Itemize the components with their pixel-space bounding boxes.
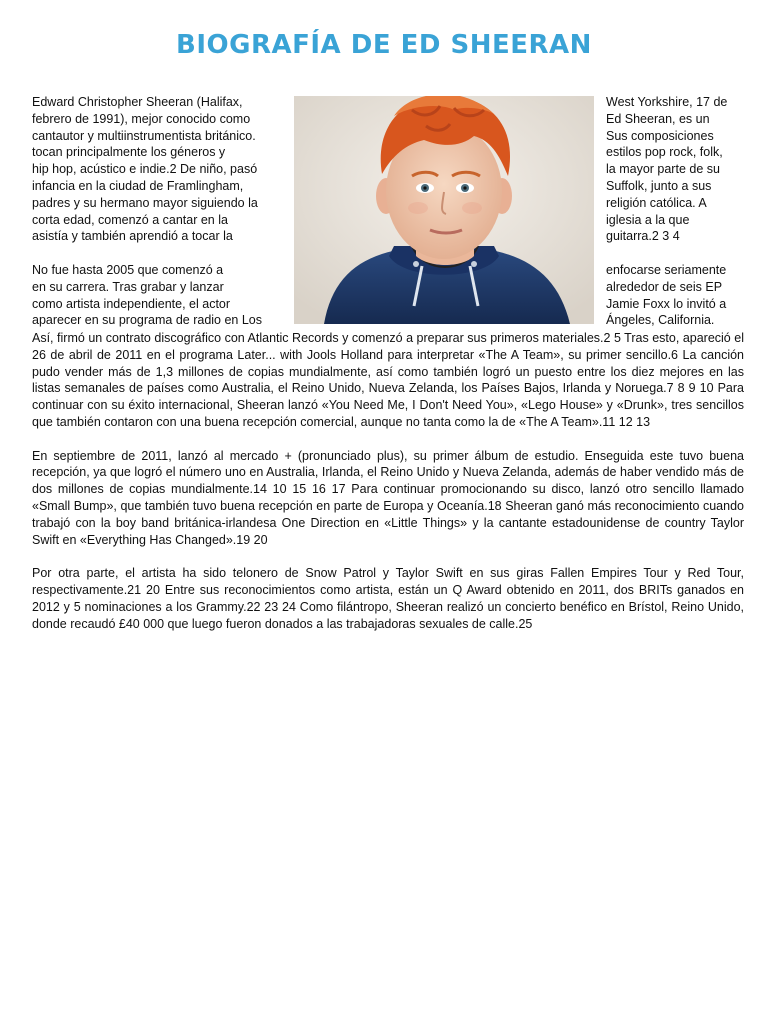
paragraph-career-start: Así, firmó un contrato discográfico con Atlantic Records y comenzó a preparar sus primeros materiales.2 5 Tras esto, apareció el 26 de abril de 2011 en el programa Later... with Jools Holland para interpretar «The A Team», su primer sencillo.6 La canción pudo vender más de 1,3 millones de copias mundialmente, así como también logró un puesto entre los diez mejores en las listas semanales de países como Australia, el Reino Unido, Nueva Zelanda, los Países Bajos, Irlanda y Noruega.7 8 9 10 Para continuar con su éxito internacional, Sheeran lanzó «You Need Me, I Don't Need You», «Lego House» y «Drunk», tres sencillos que también contaron con una buena recepción comercial, aunque no tanta como la de «The A Team».11 12 13 <box>32 331 744 429</box>
text-line: No fue hasta 2005 que comenzó a <box>32 262 224 277</box>
paragraph-first-album: En septiembre de 2011, lanzó al mercado + (pronunciado plus), su primer álbum de estudio. Enseguida este tuvo buena recepción, ya que logró el número uno en Australia, Irlanda, el Reino Unido y Nueva Zelanda, además de haber vendido más de dos millones de copias mundialmente.14 10 15 16 17 Para continuar promocionando su disco, lanzó otro sencillo llamado «Small Bump», que también tuvo buena recepción en parte de Europa y Oceanía.18 Sheeran ganó más reconocimiento cuando trabajó con la boy band británica-irlandesa One Direction en «Little Things» y la cantante estadounidense de country Taylor Swift en «Everything Has Changed».19 20 <box>32 448 744 547</box>
text-line: Sus composiciones <box>606 128 714 143</box>
text-line: en su carrera. Tras grabar y lanzar <box>32 279 224 294</box>
text-line: Ed Sheeran, es un <box>606 111 710 126</box>
text-line: febrero de 1991), mejor conocido como <box>32 111 251 126</box>
text-line: padres y su hermano mayor siguiendo la <box>32 195 258 210</box>
paragraph-recognition: Por otra parte, el artista ha sido telonero de Snow Patrol y Taylor Swift en sus giras Fallen Empires Tour y Red Tour, respectivamente.21 20 Entre sus reconocimientos como artista, están un Q Award obtenido en 2011, dos BRITs ganados en 2012 y 5 nominaciones a los Grammy.22 23 24 Como filántropo, Sheeran realizó un concierto benéfico en Brístol, Reino Unido, donde recaudó £40 000 que luego fueron donados a las trabajadoras sexuales de calle.25 <box>32 566 744 631</box>
blank-line <box>32 245 294 262</box>
text-line: guitarra.2 3 4 <box>606 229 680 244</box>
blank-line <box>606 245 746 262</box>
text-line: asistía y también aprendió a tocar la <box>32 229 233 244</box>
right-text-column <box>606 94 746 329</box>
text-line: enfocarse seriamente <box>606 262 727 277</box>
text-line: Ángeles, California. <box>606 313 715 328</box>
text-line: corta edad, comenzó a cantar en la <box>32 212 228 227</box>
text-line: la mayor parte de su <box>606 162 720 177</box>
text-line: religión católica. A <box>606 195 707 210</box>
text-line: como artista independiente, el actor <box>32 296 231 311</box>
text-line: iglesia a la que <box>606 212 690 227</box>
page-title: BIOGRAFÍA DE ED SHEERAN <box>176 30 592 60</box>
text-line: estilos pop rock, folk, <box>606 145 723 160</box>
text-line: aparecer en su programa de radio en Los <box>32 313 263 328</box>
left-text-column <box>32 94 294 329</box>
text-line: alrededor de seis EP <box>606 279 723 294</box>
text-line: Jamie Foxx lo invitó a <box>606 296 727 311</box>
text-line: tocan principalmente los géneros y <box>32 145 226 160</box>
portrait-photo <box>294 96 594 324</box>
text-line: hip hop, acústico e indie.2 De niño, pasó <box>32 162 258 177</box>
body-text <box>32 330 744 649</box>
text-line: cantautor y multiinstrumentista británico. <box>32 128 256 143</box>
text-line: Suffolk, junto a sus <box>606 178 712 193</box>
text-line: West Yorkshire, 17 de <box>606 95 728 109</box>
text-line: Edward Christopher Sheeran (Halifax, <box>32 95 243 109</box>
text-line: infancia en la ciudad de Framlingham, <box>32 178 244 193</box>
